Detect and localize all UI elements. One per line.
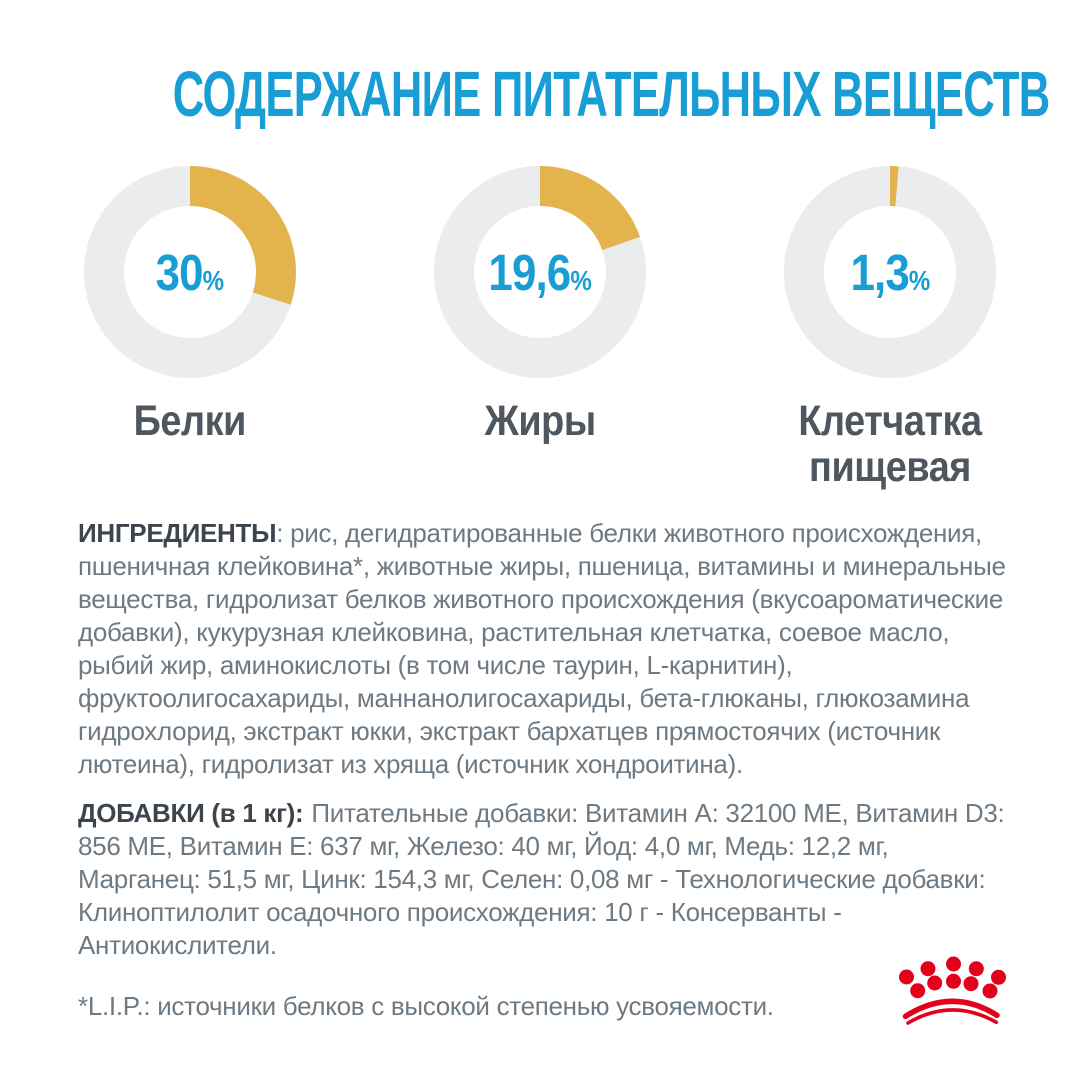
lip-footnote: *L.I.P.: источники белков с высокой степенью усвояемости. xyxy=(78,991,774,1021)
donut-percent-protein xyxy=(84,166,296,378)
additives-paragraph xyxy=(78,797,1012,962)
donut-fat xyxy=(434,166,646,378)
page-title: СОДЕРЖАНИЕ ПИТАТЕЛЬНЫХ ВЕЩЕСТВ xyxy=(172,58,1050,130)
ingredients-heading: ИНГРЕДИЕНТЫ xyxy=(78,518,277,548)
percent-value: 19,6 xyxy=(488,243,571,301)
royal-canin-crown-icon xyxy=(897,956,1009,1032)
donut-chart-fat xyxy=(365,166,715,490)
nutrient-donut-charts xyxy=(15,166,1065,490)
percent-value: 30 xyxy=(155,243,203,301)
ingredients-separator: : xyxy=(276,518,291,548)
ingredients-text: рис, дегидратированные белки животного происхождения, пшеничная клейковина*, животные жиры, пшеница, витамины и минеральные вещества, гидролизат белков животного происхождения (вкусоароматические добавки), кукурузная клейковина, растительная клетчатка, соевое масло, рыбий жир, аминокислоты (в том числе таурин, L-карнитин), фруктоолигосахариды, маннанолигосахариды, бета-глюканы, глюкозамина гидрохлорид, экстракт юкки, экстракт бархатцев прямостоячих (источник лютеина), гидролизат из хряща (источник хондроитина). xyxy=(78,518,1006,779)
additives-heading: ДОБАВКИ (в 1 кг): xyxy=(78,798,304,828)
donut-percent-fiber xyxy=(784,166,996,378)
additives-text: Питательные добавки: Витамин A: 32100 МЕ, Витамин D3: 856 МЕ, Витамин E: 637 мг, Железо: 40 мг, Йод: 4,0 мг, Медь: 12,2 мг, Марганец: 51,5 мг, Цинк: 154,3 мг, Селен: 0,08 мг - Технологические добавки: Клиноптилолит осадочного происхождения: 10 г - Консерванты - Антиокислители. xyxy=(78,798,1005,960)
donut-chart-protein xyxy=(15,166,365,490)
donut-protein xyxy=(84,166,296,378)
percent-unit: % xyxy=(202,264,225,296)
percent-unit: % xyxy=(570,264,592,296)
text-section xyxy=(78,517,1012,1023)
chart-label-fiber: Клетчатка пищевая xyxy=(798,397,982,491)
chart-label-protein: Белки xyxy=(133,397,247,445)
donut-fiber xyxy=(784,166,996,378)
donut-percent-fat xyxy=(434,166,646,378)
chart-label-fat: Жиры xyxy=(484,397,596,445)
ingredients-paragraph xyxy=(78,517,1012,781)
percent-value: 1,3 xyxy=(850,243,909,301)
donut-chart-fiber xyxy=(715,166,1065,490)
percent-unit: % xyxy=(908,264,930,296)
